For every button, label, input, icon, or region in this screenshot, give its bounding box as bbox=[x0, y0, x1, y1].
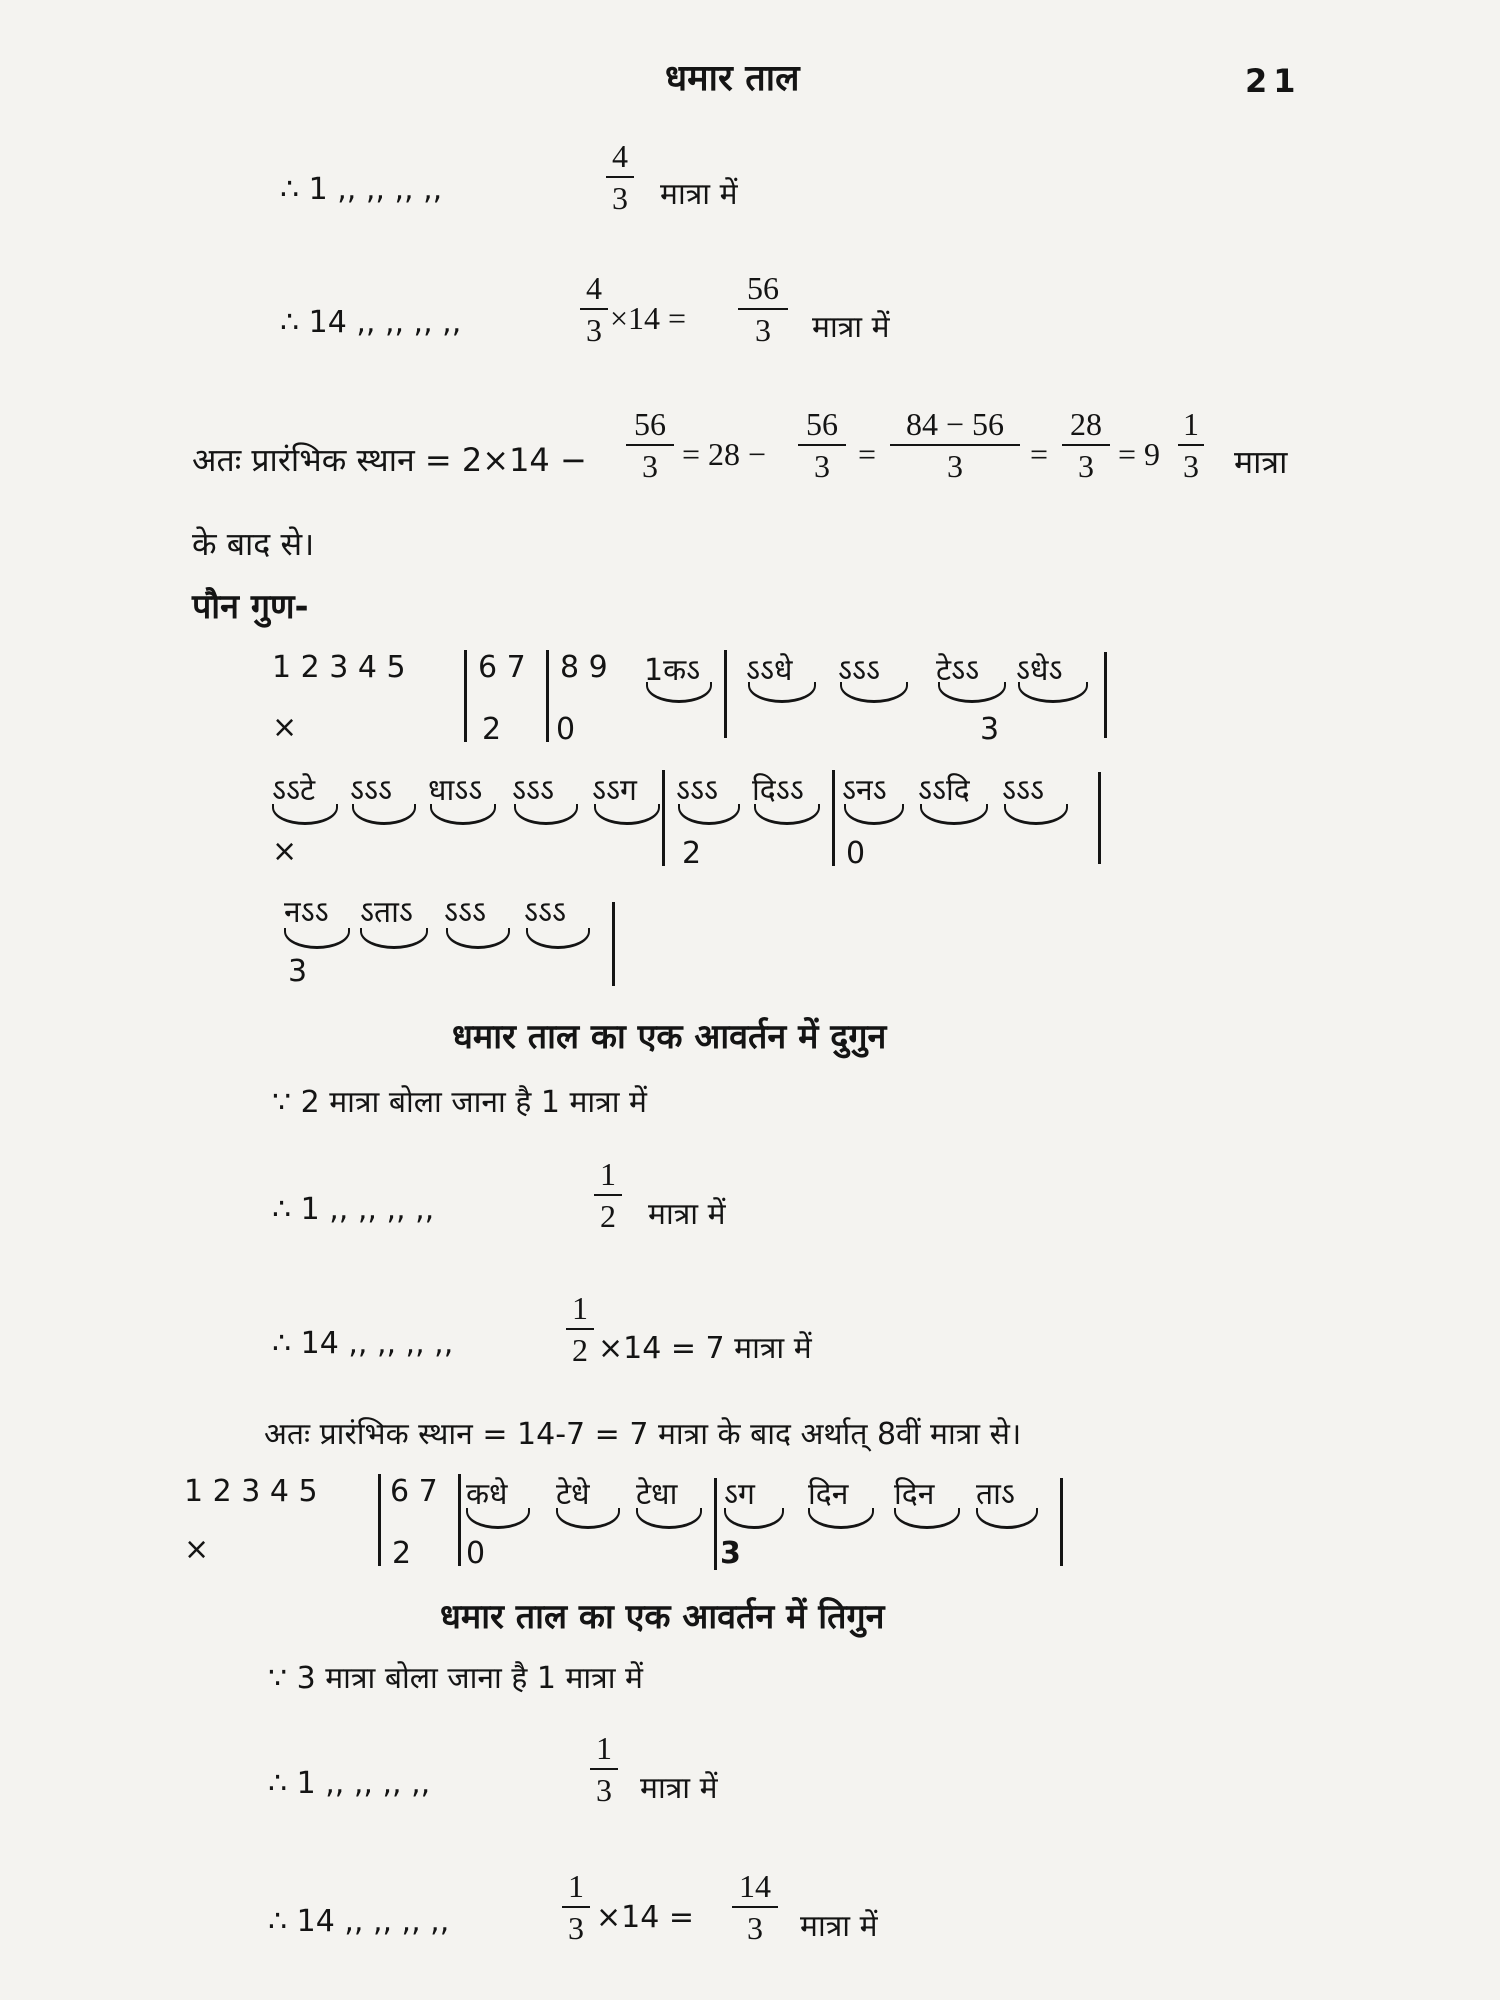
bol-arc bbox=[1004, 804, 1068, 825]
unit-label: मात्रा में bbox=[812, 310, 890, 345]
bol-group: नऽऽ bbox=[284, 895, 329, 930]
divider-bar bbox=[662, 770, 665, 866]
section-heading: पौन गुण- bbox=[192, 587, 309, 627]
unit-label: मात्रा में bbox=[660, 177, 738, 212]
fraction bbox=[580, 272, 608, 346]
khali-mark: 0 bbox=[466, 1536, 486, 1571]
divider-bar bbox=[832, 770, 835, 866]
bol-group: ऽऽऽ bbox=[676, 773, 719, 808]
bol-group: ऽनऽ bbox=[842, 773, 887, 808]
bol-group: ऽग bbox=[724, 1477, 755, 1512]
bol-arc bbox=[920, 804, 988, 825]
bol-arc bbox=[748, 682, 816, 703]
divider-bar bbox=[378, 1474, 381, 1566]
bol-arc bbox=[284, 928, 350, 949]
calc-line: अतः प्रारंभिक स्थान = 2×14 − bbox=[192, 441, 587, 479]
matra-numbers: 6 7 bbox=[390, 1474, 438, 1509]
bol-arc bbox=[594, 804, 660, 825]
bol-arc bbox=[754, 804, 820, 825]
bol-group: 1कऽ bbox=[644, 653, 701, 688]
bol-group: टेऽऽ bbox=[936, 653, 980, 688]
matra-numbers: 1 2 3 4 5 bbox=[184, 1474, 318, 1509]
bol-arc bbox=[938, 682, 1006, 703]
equals-expr: = bbox=[1030, 436, 1049, 472]
fraction bbox=[738, 272, 788, 346]
fraction bbox=[566, 1292, 594, 1366]
paragraph-text: के बाद से। bbox=[192, 525, 315, 563]
divider-bar bbox=[1060, 1478, 1063, 1566]
bol-group: दिन bbox=[808, 1477, 849, 1512]
bol-arc bbox=[840, 682, 908, 703]
numerator: 56 bbox=[806, 406, 838, 442]
tali-mark: 3 bbox=[288, 954, 308, 989]
tali-mark-sam: × bbox=[272, 834, 298, 869]
bol-arc bbox=[724, 1508, 784, 1529]
bol-arc bbox=[430, 804, 496, 825]
multiply-expr: ×14 = bbox=[596, 1900, 694, 1935]
fraction bbox=[890, 408, 1020, 482]
calc-line: ∴ 14 ,, ,, ,, ,, bbox=[268, 1904, 450, 1939]
fraction bbox=[562, 1870, 590, 1944]
unit-label: मात्रा में bbox=[800, 1909, 878, 1944]
tali-mark: 2 bbox=[392, 1536, 412, 1571]
numerator: 1 bbox=[600, 1156, 616, 1192]
bol-group: ऽधेऽ bbox=[1016, 653, 1063, 688]
bol-group: ऽऽऽ bbox=[444, 895, 487, 930]
fraction bbox=[798, 408, 846, 482]
bol-arc bbox=[526, 928, 590, 949]
fraction bbox=[590, 1732, 618, 1806]
bol-group: ऽऽऽ bbox=[1002, 773, 1045, 808]
calc-line: ∵ 3 मात्रा बोला जाना है 1 मात्रा में bbox=[268, 1661, 643, 1696]
bol-group: ऽऽऽ bbox=[350, 773, 393, 808]
divider-bar bbox=[464, 650, 467, 742]
fraction bbox=[1178, 408, 1204, 482]
unit-label: मात्रा में bbox=[648, 1197, 726, 1232]
bol-arc bbox=[360, 928, 428, 949]
matra-numbers: 8 9 bbox=[560, 650, 608, 685]
numerator: 56 bbox=[634, 406, 666, 442]
bol-group: टेधे bbox=[556, 1477, 590, 1512]
numerator: 1 bbox=[568, 1868, 584, 1904]
section-heading: धमार ताल का एक आवर्तन में दुगुन bbox=[452, 1017, 887, 1057]
numerator: 56 bbox=[747, 270, 779, 306]
khali-mark: 0 bbox=[556, 712, 576, 747]
denominator: 3 bbox=[947, 448, 963, 484]
calc-line: ∴ 1 ,, ,, ,, ,, bbox=[272, 1192, 435, 1227]
denominator: 3 bbox=[612, 180, 628, 216]
bol-arc bbox=[844, 804, 904, 825]
numerator: 4 bbox=[586, 270, 602, 306]
denominator: 3 bbox=[755, 312, 771, 348]
bol-group: ऽऽधे bbox=[746, 653, 793, 688]
bol-group: कधे bbox=[466, 1477, 508, 1512]
divider-bar bbox=[612, 902, 615, 986]
khali-mark: 0 bbox=[846, 836, 866, 871]
matra-numbers: 1 2 3 4 5 bbox=[272, 650, 406, 685]
bol-arc bbox=[446, 928, 510, 949]
bol-group: ऽऽऽ bbox=[512, 773, 555, 808]
denominator: 3 bbox=[586, 312, 602, 348]
paragraph-text: अतः प्रारंभिक स्थान = 14-7 = 7 मात्रा के बाद अर्थात् 8वीं मात्रा से। bbox=[264, 1417, 1022, 1452]
calc-line: ∴ 14 ,, ,, ,, ,, bbox=[272, 1326, 454, 1361]
equals-expr: = 9 bbox=[1118, 436, 1161, 472]
matra-numbers: 6 7 bbox=[478, 650, 526, 685]
denominator: 3 bbox=[1078, 448, 1094, 484]
divider-bar bbox=[1104, 652, 1107, 738]
bol-arc bbox=[556, 1508, 620, 1529]
tali-mark-sam: × bbox=[272, 710, 298, 745]
bol-group: ताऽ bbox=[976, 1477, 1015, 1512]
section-heading: धमार ताल का एक आवर्तन में तिगुन bbox=[440, 1597, 885, 1637]
bol-group: ऽऽटे bbox=[272, 773, 316, 808]
divider-bar bbox=[546, 650, 549, 742]
bol-group: ऽऽदि bbox=[918, 773, 970, 808]
calc-line: ∵ 2 मात्रा बोला जाना है 1 मात्रा में bbox=[272, 1085, 647, 1120]
bol-arc bbox=[646, 682, 712, 703]
bol-group: ऽऽऽ bbox=[524, 895, 567, 930]
numerator: 1 bbox=[572, 1290, 588, 1326]
denominator: 3 bbox=[814, 448, 830, 484]
page-number: 21 bbox=[1245, 62, 1302, 100]
fraction bbox=[1062, 408, 1110, 482]
tali-mark: 3 bbox=[720, 1536, 741, 1571]
numerator: 14 bbox=[739, 1868, 771, 1904]
divider-bar bbox=[1098, 772, 1101, 864]
bol-arc bbox=[808, 1508, 874, 1529]
bol-arc bbox=[466, 1508, 530, 1529]
multiply-expr: ×14 = bbox=[610, 300, 687, 336]
bol-group: धाऽऽ bbox=[428, 773, 483, 808]
calc-line: ∴ 1 ,, ,, ,, ,, bbox=[280, 172, 443, 207]
tali-mark-sam: × bbox=[184, 1532, 210, 1567]
denominator: 2 bbox=[572, 1332, 588, 1368]
equals-expr: = 28 − bbox=[682, 436, 767, 472]
numerator: 4 bbox=[612, 138, 628, 174]
bol-group: ऽताऽ bbox=[360, 895, 413, 930]
equals-expr: = bbox=[858, 436, 877, 472]
fraction bbox=[626, 408, 674, 482]
fraction bbox=[732, 1870, 778, 1944]
numerator: 28 bbox=[1070, 406, 1102, 442]
unit-label: मात्रा bbox=[1234, 443, 1288, 481]
bol-arc bbox=[1018, 682, 1088, 703]
fraction bbox=[606, 140, 634, 214]
tali-mark: 2 bbox=[482, 712, 502, 747]
denominator: 2 bbox=[600, 1198, 616, 1234]
bol-group: दिऽऽ bbox=[752, 773, 804, 808]
bol-group: टेधा bbox=[636, 1477, 678, 1512]
bol-arc bbox=[894, 1508, 960, 1529]
denominator: 3 bbox=[642, 448, 658, 484]
bol-arc bbox=[636, 1508, 702, 1529]
page-title: धमार ताल bbox=[665, 58, 800, 99]
calc-line: ∴ 14 ,, ,, ,, ,, bbox=[280, 305, 462, 340]
bol-arc bbox=[272, 804, 338, 825]
tali-mark: 3 bbox=[980, 712, 1000, 747]
calc-result: ×14 = 7 मात्रा में bbox=[598, 1331, 812, 1366]
denominator: 3 bbox=[596, 1772, 612, 1808]
denominator: 3 bbox=[1183, 448, 1199, 484]
bol-arc bbox=[976, 1508, 1038, 1529]
bol-group: दिन bbox=[894, 1477, 935, 1512]
numerator: 1 bbox=[1183, 406, 1199, 442]
numerator: 1 bbox=[596, 1730, 612, 1766]
divider-bar bbox=[458, 1474, 461, 1566]
denominator: 3 bbox=[568, 1910, 584, 1946]
divider-bar bbox=[714, 1478, 717, 1570]
denominator: 3 bbox=[747, 1910, 763, 1946]
bol-group: ऽऽऽ bbox=[838, 653, 881, 688]
bol-arc bbox=[514, 804, 578, 825]
numerator: 84 − 56 bbox=[905, 406, 1005, 442]
bol-arc bbox=[678, 804, 740, 825]
tali-mark: 2 bbox=[682, 836, 702, 871]
bol-arc bbox=[352, 804, 416, 825]
divider-bar bbox=[724, 650, 727, 738]
fraction bbox=[594, 1158, 622, 1232]
bol-group: ऽऽग bbox=[592, 773, 637, 808]
unit-label: मात्रा में bbox=[640, 1771, 718, 1806]
calc-line: ∴ 1 ,, ,, ,, ,, bbox=[268, 1766, 431, 1801]
